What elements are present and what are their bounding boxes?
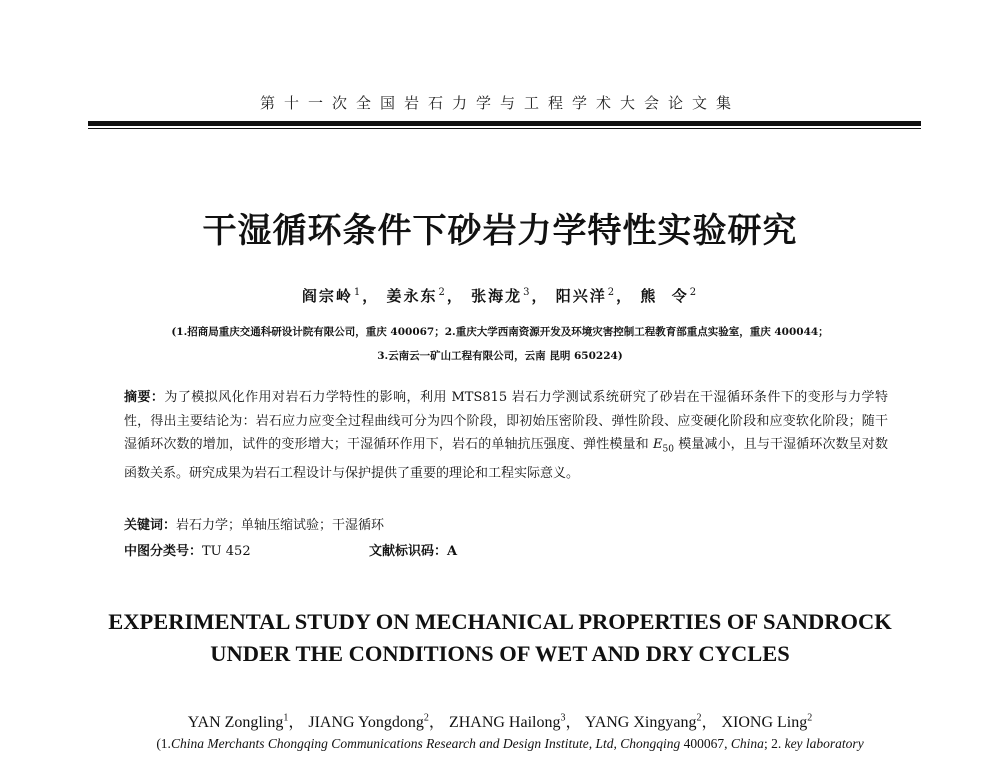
author-cn: 姜永东$^2$ <box>386 287 447 305</box>
keywords-value: 岩石力学；单轴压缩试验；干湿循环 <box>176 518 385 533</box>
author-en: XIONG Ling$^2$ <box>721 712 813 731</box>
document-code-value: A <box>447 544 458 559</box>
author-cn: 张海龙$^3$ <box>471 287 532 305</box>
author-en: YAN Zongling$^1$ <box>187 712 289 731</box>
paper-title-cn: 干湿循环条件下砂岩力学特性实验研究 <box>202 211 798 251</box>
keywords <box>124 514 384 533</box>
abstract-label: 摘要： <box>124 390 165 405</box>
author-en: YANG Xingyang$^2$ <box>584 712 702 731</box>
paper-title-en <box>60 606 940 670</box>
classification-label: 中图分类号： <box>124 544 203 559</box>
author-cn: 阳兴洋$^2$ <box>555 287 617 305</box>
abstract-cn <box>124 386 888 486</box>
document-code <box>369 540 457 559</box>
keywords-label: 关键词： <box>124 518 177 533</box>
affiliation-en: (1.China Merchants Chongqing Communications Research and Design Institute, Ltd, Chongqing 400067, China; 2. key laboratory <box>156 736 864 751</box>
abstract-text: 为了模拟风化作用对岩石力学特性的影响，利用 MTS815 岩石力学测试系统研究了砂岩在干湿循环条件下的变形与力学特性，得出主要结论为：岩石应力应变全过程曲线可分为四个阶段，即初始压密阶段、弹性阶段、应变硬化阶段和应变软化阶段；随干湿循环次数的增加，试件的变形增大；干湿循环作用下，岩石的单轴抗压强度、弹性模量和 <box>124 390 888 452</box>
author-cn: 熊 令$^2$ <box>640 287 699 305</box>
modulus-symbol: E <box>653 437 663 452</box>
author-cn: 阎宗岭$^1$ <box>301 287 363 305</box>
title-en-line: UNDER THE CONDITIONS OF WET AND DRY CYCLES <box>210 641 790 666</box>
author-en: JIANG Yongdong$^2$ <box>308 712 429 731</box>
affiliations-cn <box>100 320 900 368</box>
header-rule-thin <box>88 128 921 129</box>
author-en: ZHANG Hailong$^3$ <box>448 712 566 731</box>
document-code-label: 文献标识码： <box>369 544 448 559</box>
classification-value: TU 452 <box>202 544 251 559</box>
header-rule-thick <box>88 121 921 126</box>
author-list-cn: 阎宗岭$^1$， 姜永东$^2$， 张海龙$^3$， 阳兴洋$^2$， 熊 令$^2$ <box>301 287 699 305</box>
author-list-en: YAN Zongling$^1$， JIANG Yongdong$^2$， ZHANG Hailong$^3$， YANG Xingyang$^2$， XIONG Ling$^2$ <box>187 712 813 731</box>
affiliation-line: (1.招商局重庆交通科研设计院有限公司，重庆 400067；2.重庆大学西南资源开发及环境灾害控制工程教育部重点实验室，重庆 400044； <box>171 326 829 338</box>
abstract-text: 模量减小，且与干湿循环次数呈对数函数关系。研究成果为岩石工程设计与保护提供了重要的理论和工程实际意义。 <box>124 437 888 482</box>
classification-number <box>124 540 251 559</box>
modulus-subscript: 50 <box>662 444 674 455</box>
title-en-line: EXPERIMENTAL STUDY ON MECHANICAL PROPERTIES OF SANDROCK <box>108 609 892 634</box>
running-header: 第十一次全国岩石力学与工程学术大会论文集 <box>259 94 740 112</box>
affiliation-line: 3.云南云一矿山工程有限公司，云南 昆明 650224) <box>377 350 623 362</box>
